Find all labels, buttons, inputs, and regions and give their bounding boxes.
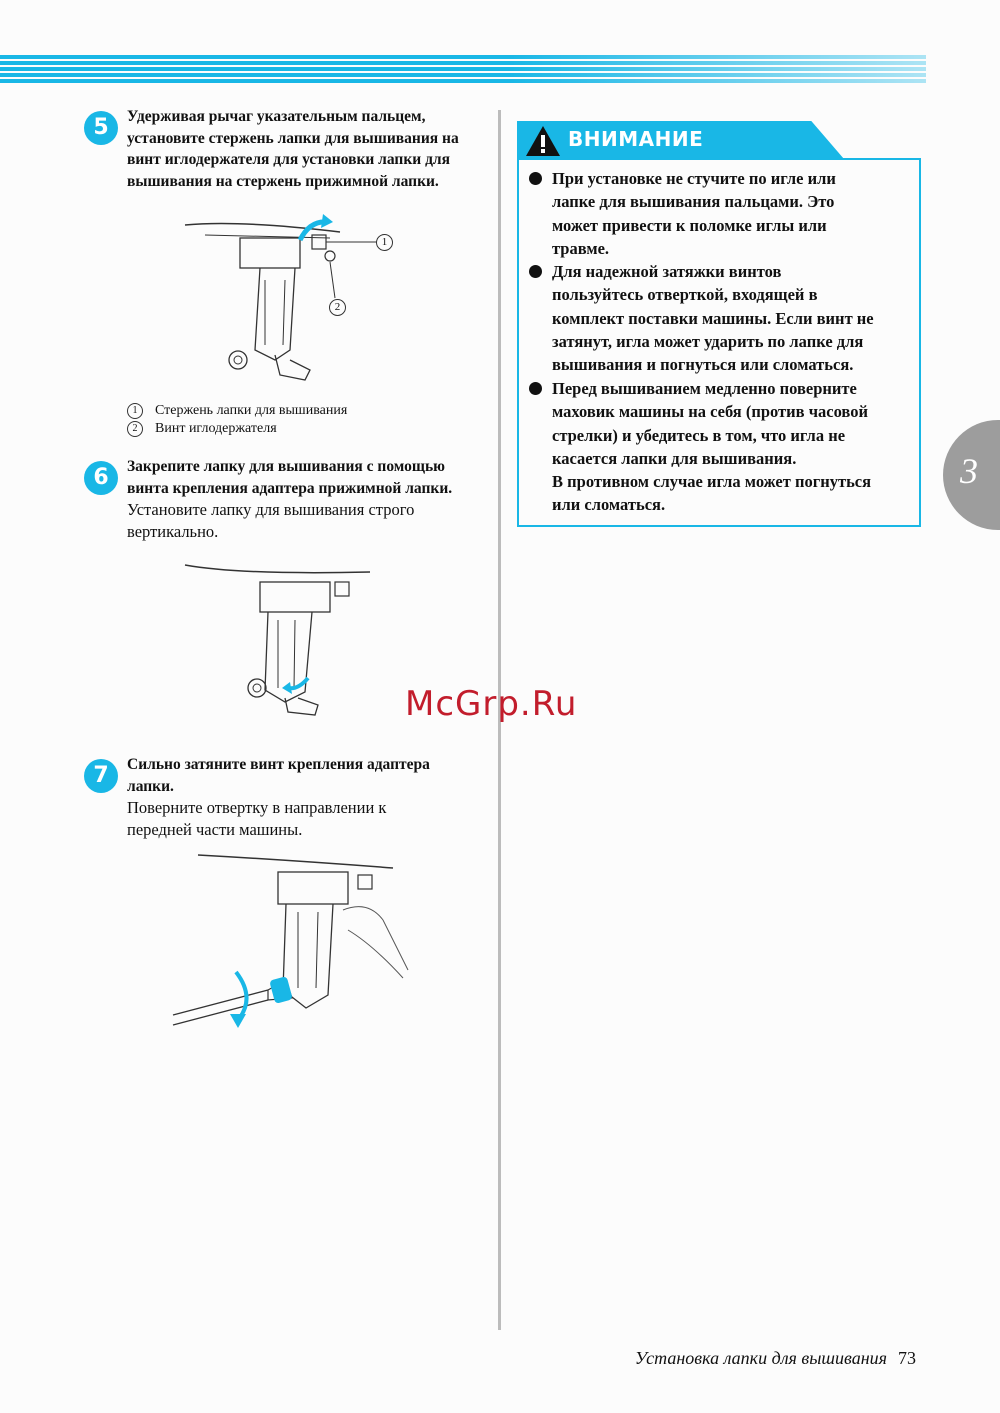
legend-item-1: 1 Стержень лапки для вышивания [127,402,347,420]
warning-icon [524,124,562,158]
legend-item-2: 2 Винт иглодержателя [127,420,277,438]
step-5-text: Удерживая рычаг указательным пальцем, установите стержень лапки для вышивания на винт иглодержателя для установки лапки для вышивания на стержень прижимной лапки. [127,108,459,190]
bullet-icon [529,265,542,278]
step-5-illustration [180,210,400,395]
watermark: McGrp.Ru [405,684,578,724]
step-7-bold-text: Сильно затяните винт крепления адаптера лапки. [127,756,430,795]
step-7-badge: 7 [84,759,118,793]
callout-2: 2 [329,299,346,316]
header-band [0,55,926,83]
step-6-bold-text: Закрепите лапку для вышивания с помощью винта крепления адаптера прижимной лапки. [127,458,453,497]
bullet-icon [529,382,542,395]
warning-item-1: При установке не стучите по игле или лапке для вышивания пальцами. Это может привести к поломке иглы или травме. [552,169,836,258]
callout-1: 1 [376,234,393,251]
step-5-badge: 5 [84,111,118,145]
warning-item-3: Перед вышиванием медленно поверните маховик машины на себя (против часовой стрелки) и убедитесь в том, что игла не касается лапки для вышивания. В противном случае игла может погнуться или сломаться. [552,379,872,515]
warning-item-2: Для надежной затяжки винтов пользуйтесь отверткой, входящей в комплект поставки машины. Если винт не затянут, игла может ударить по лапке для вышивания и погнуться или сломаться. [552,262,874,375]
step-7-illustration [168,850,418,1035]
step-6-illustration [180,560,380,725]
chapter-number: 3 [960,451,978,491]
warning-title: ВНИМАНИЕ [568,127,704,151]
step-6-badge: 6 [84,461,118,495]
bullet-icon [529,172,542,185]
step-7-text: Поверните отвертку в направлении к передней части машины. [127,798,387,839]
footer-title: Установка лапки для вышивания [634,1348,887,1368]
step-6-text: Установите лапку для вышивания строго вертикально. [127,500,415,541]
page-number: 73 [898,1348,916,1368]
